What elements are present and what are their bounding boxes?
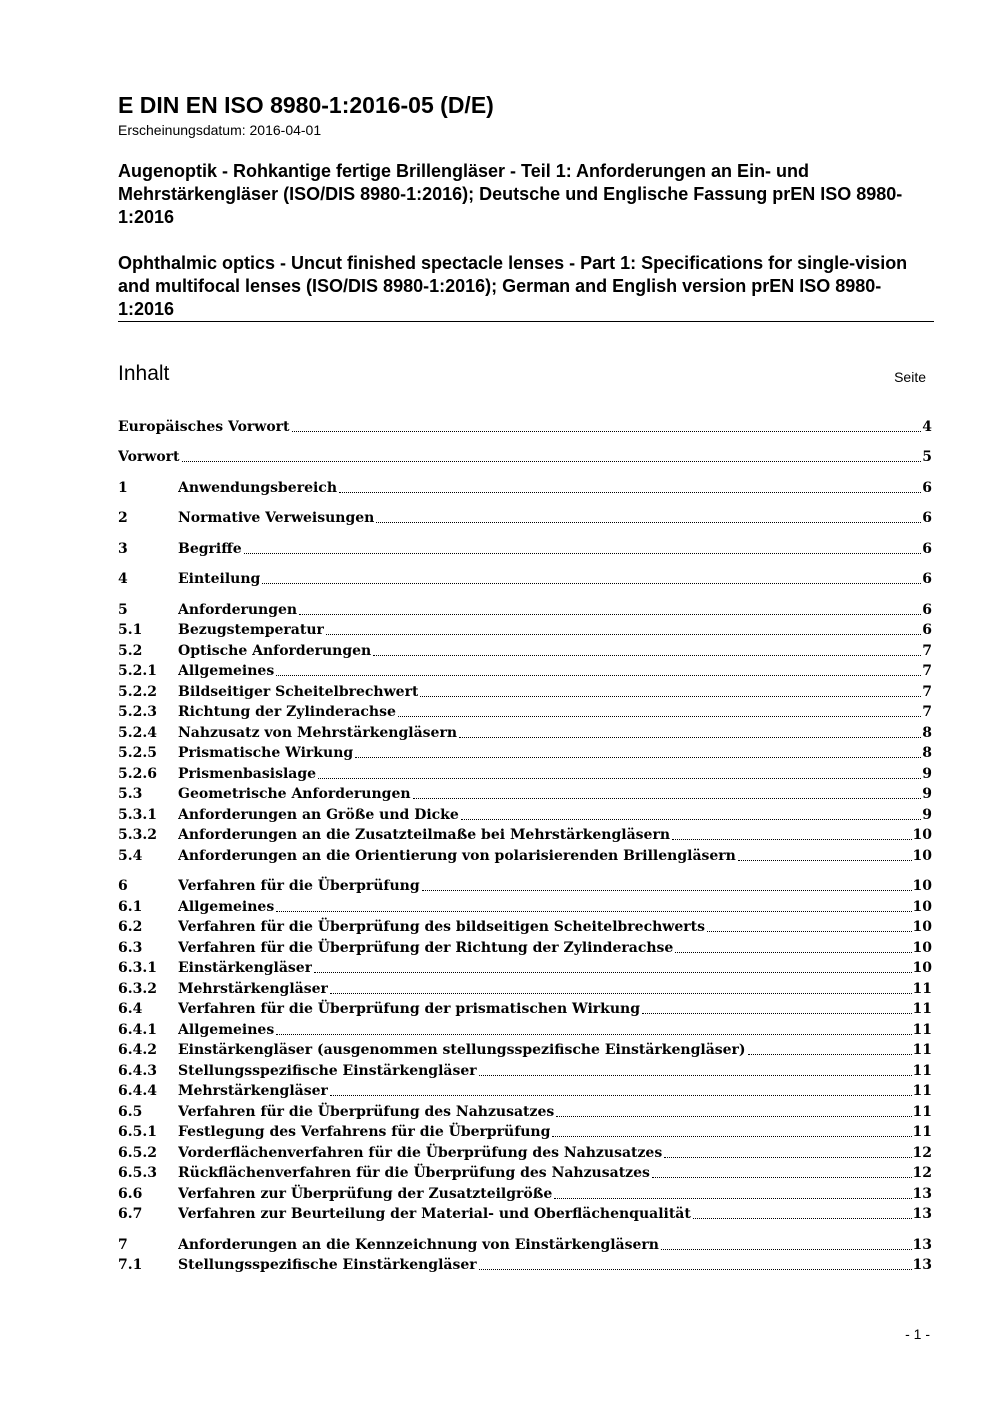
- toc-dot-leader: [748, 1054, 912, 1055]
- toc-entry-title: Vorwort: [118, 449, 180, 465]
- toc-dot-leader: [479, 1075, 912, 1076]
- toc-dot-leader: [330, 993, 912, 994]
- toc-entry-number: 6.5.3: [118, 1165, 157, 1181]
- toc-entry-page: 11: [912, 1021, 932, 1038]
- toc-entry-page: 4: [922, 418, 932, 435]
- toc-entry-number: 6.4.2: [118, 1042, 157, 1058]
- toc-entry-number: 6.4: [118, 1001, 143, 1017]
- toc-entry-page: 13: [912, 1236, 932, 1253]
- toc-entry-number: 6.6: [118, 1185, 143, 1202]
- toc-entry-number: 6.3.2: [118, 980, 157, 997]
- toc-entry-page: 13: [912, 1206, 932, 1222]
- toc-entry-title: Richtung der Zylinderachse: [178, 704, 396, 720]
- title-english: Ophthalmic optics - Uncut finished spectacle lenses - Part 1: Specifications for single-vision and multifocal lenses (ISO/DIS 8980-1:2016); German and English version prEN ISO 8980-1:2016: [118, 253, 908, 319]
- toc-entry-title: Verfahren zur Überprüfung der Zusatzteilgröße: [178, 1185, 553, 1202]
- toc-entry-number: 6: [118, 878, 128, 894]
- toc-entry[interactable]: [118, 1204, 932, 1225]
- toc-heading: Inhalt: [118, 362, 170, 385]
- toc-entry-page: 11: [912, 1083, 932, 1099]
- toc-entry-title: Anforderungen an die Orientierung von polarisierenden Brillengläsern: [178, 847, 736, 864]
- toc-dot-leader: [276, 1034, 911, 1035]
- toc-entry-number: 5.4: [118, 847, 143, 864]
- toc-entry-number: 6.2: [118, 919, 143, 935]
- toc-entry-title: Nahzusatz von Mehrstärkengläsern: [178, 724, 458, 741]
- toc-entry-page: 7: [922, 663, 932, 679]
- toc-dot-leader: [376, 522, 921, 523]
- toc-entry[interactable]: [118, 1234, 932, 1255]
- toc-entry-title: Bezugstemperatur: [178, 622, 324, 638]
- toc-entry-page: 11: [912, 1042, 932, 1058]
- toc-entry-title: Prismatische Wirkung: [178, 745, 354, 761]
- toc-entry[interactable]: [118, 538, 932, 559]
- toc-entry-page: 11: [912, 980, 932, 997]
- toc-entry-number: 5.3.2: [118, 827, 157, 843]
- toc-entry-page: 9: [922, 786, 932, 802]
- toc-entry-title: Anwendungsbereich: [178, 479, 337, 496]
- toc-entry-title: Bildseitiger Scheitelbrechwert: [178, 683, 419, 700]
- toc-entry[interactable]: [118, 743, 932, 764]
- toc-entry[interactable]: [118, 508, 932, 529]
- toc-entry-number: 5: [118, 601, 128, 618]
- toc-entry-number: 1: [118, 479, 128, 496]
- toc-entry-title: Vorderflächenverfahren für die Überprüfung des Nahzusatzes: [178, 1144, 663, 1161]
- toc-entry[interactable]: [118, 804, 932, 825]
- toc-dot-leader: [330, 1095, 912, 1096]
- toc-entry[interactable]: [118, 1040, 932, 1061]
- toc-entry[interactable]: [118, 599, 932, 620]
- toc-entry-page: 7: [922, 642, 932, 659]
- toc-dot-leader: [398, 716, 921, 717]
- toc-entry-page: 8: [922, 724, 932, 741]
- title-divider: [118, 321, 934, 322]
- toc-dot-leader: [693, 1218, 912, 1219]
- toc-dot-leader: [554, 1198, 911, 1199]
- toc-entry[interactable]: [118, 640, 932, 661]
- toc-entry-title: Europäisches Vorwort: [118, 418, 290, 435]
- toc-entry[interactable]: [118, 447, 932, 468]
- toc-entry-page: 12: [912, 1144, 932, 1161]
- toc-entry-number: 6.4.4: [118, 1083, 157, 1099]
- toc-dot-leader: [422, 890, 912, 891]
- toc-entry[interactable]: [118, 477, 932, 498]
- toc-entry[interactable]: [118, 620, 932, 641]
- toc-entry-page: 6: [922, 571, 932, 587]
- toc-entry-page: 13: [912, 1185, 932, 1202]
- toc-entry-page: 6: [922, 601, 932, 618]
- toc-entry-number: 6.5.2: [118, 1144, 157, 1161]
- toc-entry-number: 5.2.3: [118, 704, 157, 720]
- toc-entry[interactable]: [118, 958, 932, 979]
- toc-entry-title: Optische Anforderungen: [178, 642, 372, 659]
- toc-dot-leader: [661, 1249, 912, 1250]
- toc-entry-title: Einteilung: [178, 571, 261, 587]
- toc-entry-number: 6.5.1: [118, 1124, 157, 1140]
- toc-dot-leader: [461, 819, 921, 820]
- toc-entry-page: 7: [922, 704, 932, 720]
- toc-entry-page: 11: [912, 1124, 932, 1140]
- toc-entry[interactable]: [118, 1142, 932, 1163]
- toc-dot-leader: [318, 778, 921, 779]
- toc-entry[interactable]: [118, 1163, 932, 1184]
- toc-entry[interactable]: [118, 978, 932, 999]
- toc-entry-number: 5.3.1: [118, 806, 157, 823]
- toc-entry-page: 10: [912, 919, 932, 935]
- toc-entry-page: 6: [922, 540, 932, 557]
- toc-entry[interactable]: [118, 917, 932, 938]
- toc-entry[interactable]: [118, 784, 932, 805]
- toc-entry[interactable]: [118, 416, 932, 437]
- toc-entry-number: 5.2.2: [118, 683, 157, 700]
- toc-entry-title: Verfahren für die Überprüfung des Nahzusatzes: [178, 1103, 555, 1120]
- toc-entry-title: Allgemeines: [178, 663, 275, 679]
- toc-dot-leader: [552, 1136, 911, 1137]
- toc-entry-page: 6: [922, 479, 932, 496]
- toc-entry-title: Stellungsspezifische Einstärkengläser: [178, 1257, 477, 1273]
- toc-entry-number: 6.7: [118, 1206, 143, 1222]
- toc-entry-page: 11: [912, 1001, 932, 1017]
- toc-dot-leader: [672, 839, 912, 840]
- toc-entry-page: 11: [912, 1103, 932, 1120]
- toc-entry-page: 6: [922, 622, 932, 638]
- toc-dot-leader: [664, 1157, 911, 1158]
- toc-entry-number: 5.2.4: [118, 724, 157, 741]
- toc-entry-title: Mehrstärkengläser: [178, 1083, 328, 1099]
- toc-entry-page: 11: [912, 1062, 932, 1079]
- toc-entry-title: Anforderungen an Größe und Dicke: [178, 806, 459, 823]
- table-of-contents: [118, 416, 932, 1275]
- toc-dot-leader: [420, 696, 921, 697]
- toc-entry-number: 2: [118, 510, 128, 526]
- toc-entry-title: Verfahren für die Überprüfung des bildseitigen Scheitelbrechwerts: [178, 919, 705, 935]
- toc-entry-title: Stellungsspezifische Einstärkengläser: [178, 1062, 477, 1079]
- toc-entry[interactable]: [118, 1060, 932, 1081]
- toc-entry-page: 10: [912, 878, 932, 894]
- toc-dot-leader: [339, 492, 921, 493]
- toc-entry[interactable]: [118, 661, 932, 682]
- toc-entry[interactable]: [118, 569, 932, 590]
- toc-entry-number: 6.3: [118, 939, 143, 956]
- toc-dot-leader: [299, 614, 921, 615]
- toc-entry-page: 9: [922, 806, 932, 823]
- title-german: Augenoptik - Rohkantige fertige Brillengläser - Teil 1: Anforderungen an Ein- und Mehrstärkengläser (ISO/DIS 8980-1:2016); Deutsche und Englische Fassung prEN ISO 8980-1:2016: [118, 161, 903, 227]
- toc-entry[interactable]: [118, 896, 932, 917]
- toc-entry-number: 5.1: [118, 622, 143, 638]
- toc-entry-number: 6.1: [118, 898, 143, 915]
- toc-entry[interactable]: [118, 1019, 932, 1040]
- toc-dot-leader: [675, 952, 911, 953]
- toc-entry-title: Mehrstärkengläser: [178, 980, 328, 997]
- publication-date: Erscheinungsdatum: 2016-04-01: [118, 122, 322, 138]
- toc-dot-leader: [642, 1013, 911, 1014]
- toc-entry-number: 5.2.1: [118, 663, 157, 679]
- toc-entry-page: 10: [912, 939, 932, 956]
- toc-entry[interactable]: [118, 825, 932, 846]
- toc-entry-number: 7: [118, 1236, 128, 1253]
- toc-entry-number: 7.1: [118, 1257, 143, 1273]
- toc-dot-leader: [182, 461, 922, 462]
- toc-dot-leader: [707, 931, 912, 932]
- toc-dot-leader: [276, 675, 921, 676]
- toc-dot-leader: [459, 737, 921, 738]
- toc-entry-title: Anforderungen an die Kennzeichnung von Einstärkengläsern: [178, 1236, 659, 1253]
- toc-entry-title: Anforderungen an die Zusatzteilmaße bei Mehrstärkengläsern: [178, 827, 671, 843]
- toc-dot-leader: [373, 655, 921, 656]
- toc-entry-title: Allgemeines: [178, 1021, 275, 1038]
- toc-entry-page: 10: [912, 898, 932, 915]
- toc-entry-number: 5.2.6: [118, 765, 157, 782]
- toc-entry[interactable]: [118, 937, 932, 958]
- toc-dot-leader: [262, 583, 921, 584]
- toc-entry-page: 10: [912, 960, 932, 976]
- toc-entry-number: 5.2: [118, 642, 143, 659]
- toc-entry[interactable]: [118, 1255, 932, 1276]
- toc-entry-title: Einstärkengläser: [178, 960, 313, 976]
- toc-dot-leader: [738, 860, 912, 861]
- toc-dot-leader: [314, 972, 911, 973]
- toc-entry-page: 10: [912, 827, 932, 843]
- toc-entry-page: 5: [922, 449, 932, 465]
- toc-dot-leader: [652, 1177, 912, 1178]
- toc-entry[interactable]: [118, 763, 932, 784]
- toc-entry-title: Verfahren für die Überprüfung: [178, 878, 420, 894]
- toc-page-column-label: Seite: [894, 369, 926, 385]
- toc-entry-title: Verfahren für die Überprüfung der prismatischen Wirkung: [178, 1001, 641, 1017]
- toc-entry[interactable]: [118, 702, 932, 723]
- toc-dot-leader: [413, 798, 922, 799]
- toc-entry-page: 12: [912, 1165, 932, 1181]
- toc-dot-leader: [244, 553, 922, 554]
- toc-entry-page: 10: [912, 847, 932, 864]
- page-number: - 1 -: [905, 1326, 930, 1342]
- toc-entry-title: Einstärkengläser (ausgenommen stellungsspezifische Einstärkengläser): [178, 1042, 746, 1058]
- toc-dot-leader: [276, 911, 911, 912]
- toc-entry-number: 4: [118, 571, 128, 587]
- toc-entry-page: 13: [912, 1257, 932, 1273]
- toc-entry-title: Anforderungen: [178, 601, 298, 618]
- toc-entry[interactable]: [118, 1122, 932, 1143]
- toc-entry[interactable]: [118, 681, 932, 702]
- toc-entry-number: 6.3.1: [118, 960, 157, 976]
- toc-entry-title: Geometrische Anforderungen: [178, 786, 411, 802]
- toc-entry-page: 8: [922, 745, 932, 761]
- toc-entry-number: 6.4.1: [118, 1021, 157, 1038]
- toc-entry-number: 5.3: [118, 786, 143, 802]
- toc-entry-title: Allgemeines: [178, 898, 275, 915]
- toc-entry-number: 6.4.3: [118, 1062, 157, 1079]
- toc-entry[interactable]: [118, 1101, 932, 1122]
- toc-entry-title: Normative Verweisungen: [178, 510, 375, 526]
- toc-entry-number: 6.5: [118, 1103, 143, 1120]
- toc-entry-title: Verfahren zur Beurteilung der Material- und Oberflächenqualität: [178, 1206, 691, 1222]
- toc-entry-page: 6: [922, 510, 932, 526]
- toc-entry-title: Prismenbasislage: [178, 765, 317, 782]
- toc-entry-page: 7: [922, 683, 932, 700]
- toc-dot-leader: [355, 757, 921, 758]
- toc-entry-title: Rückflächenverfahren für die Überprüfung des Nahzusatzes: [178, 1165, 650, 1181]
- toc-entry[interactable]: [118, 999, 932, 1020]
- toc-entry[interactable]: [118, 1081, 932, 1102]
- toc-dot-leader: [556, 1116, 911, 1117]
- toc-entry[interactable]: [118, 845, 932, 866]
- toc-entry[interactable]: [118, 1183, 932, 1204]
- toc-dot-leader: [292, 431, 922, 432]
- toc-entry[interactable]: [118, 722, 932, 743]
- toc-entry[interactable]: [118, 876, 932, 897]
- toc-dot-leader: [479, 1269, 912, 1270]
- toc-dot-leader: [326, 634, 921, 635]
- toc-entry-page: 9: [922, 765, 932, 782]
- toc-entry-title: Begriffe: [178, 540, 242, 557]
- toc-entry-number: 5.2.5: [118, 745, 157, 761]
- toc-entry-title: Verfahren für die Überprüfung der Richtung der Zylinderachse: [178, 939, 674, 956]
- toc-entry-number: 3: [118, 540, 128, 557]
- toc-entry-title: Festlegung des Verfahrens für die Überprüfung: [178, 1124, 551, 1140]
- document-id: E DIN EN ISO 8980-1:2016-05 (D/E): [118, 92, 494, 118]
